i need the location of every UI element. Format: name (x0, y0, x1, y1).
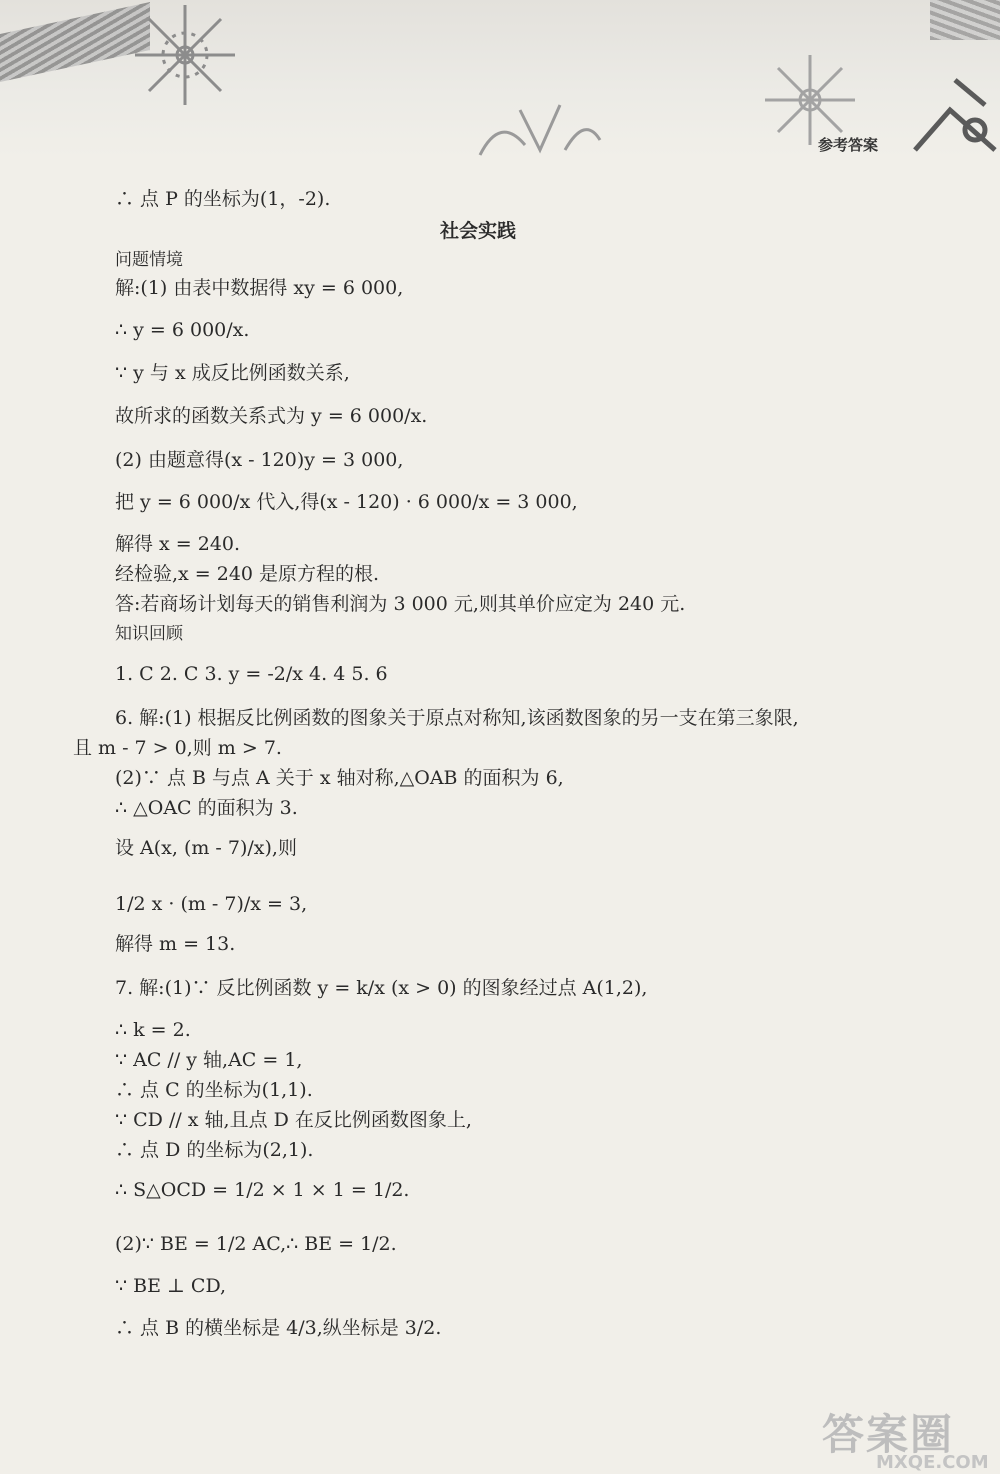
watermark-url: MXQE.COM (876, 1452, 989, 1473)
text-line: ∴ 点 B 的横坐标是 4/3,纵坐标是 3/2. (115, 1317, 442, 1339)
text-line: 解得 m = 13. (115, 933, 236, 955)
text-line: (2) 由题意得(x - 120)y = 3 000, (115, 449, 404, 471)
text-line: 6. 解:(1) 根据反比例函数的图象关于原点对称知,该函数图象的另一支在第三象限, (115, 707, 799, 729)
text-line: 解得 x = 240. (115, 533, 241, 555)
text-line: ∴ 点 D 的坐标为(2,1). (115, 1139, 314, 1161)
watermark-logo: 答案圈 (822, 1410, 955, 1459)
text-line: ∵ y 与 x 成反比例函数关系, (115, 362, 350, 384)
subsection-label: 知识回顾 (115, 624, 183, 644)
text-line: ∴ k = 2. (115, 1019, 191, 1041)
text-line: 1/2 x · (m - 7)/x = 3, (115, 893, 308, 915)
subsection-label: 问题情境 (115, 250, 183, 270)
text-line: 且 m - 7 > 0,则 m > 7. (73, 737, 282, 759)
text-line: ∴ 点 P 的坐标为(1，-2). (115, 188, 331, 210)
text-line: ∴ 点 C 的坐标为(1,1). (115, 1079, 313, 1101)
text-line: ∵ CD // x 轴,且点 D 在反比例函数图象上, (115, 1109, 472, 1131)
text-line: ∵ AC // y 轴,AC = 1, (115, 1049, 303, 1071)
text-line: ∴ △OAC 的面积为 3. (115, 797, 298, 819)
text-line: 解:(1) 由表中数据得 xy = 6 000, (115, 277, 404, 299)
section-title: 社会实践 (440, 220, 517, 242)
text-line: ∴ y = 6 000/x. (115, 319, 250, 341)
text-line: (2)∵ BE = 1/2 AC,∴ BE = 1/2. (115, 1233, 397, 1255)
text-line: 故所求的函数关系式为 y = 6 000/x. (115, 405, 428, 427)
text-line: (2)∵ 点 B 与点 A 关于 x 轴对称,△OAB 的面积为 6, (115, 767, 564, 789)
corner-stripe-decoration (930, 0, 1000, 40)
snowflake-icon (470, 95, 610, 160)
header-label: 参考答案 (818, 136, 879, 154)
text-line: 把 y = 6 000/x 代入,得(x - 120) · 6 000/x = 3 000, (115, 491, 578, 513)
text-line: 经检验,x = 240 是原方程的根. (115, 563, 380, 585)
text-line: ∴ S△OCD = 1/2 × 1 × 1 = 1/2. (115, 1179, 410, 1201)
text-line: ∵ BE ⊥ CD, (115, 1275, 227, 1297)
text-line: 7. 解:(1)∵ 反比例函数 y = k/x (x > 0) 的图象经过点 A(1,2), (115, 977, 648, 999)
text-line: 设 A(x, (m - 7)/x),则 (115, 837, 297, 859)
text-line: 答:若商场计划每天的销售利润为 3 000 元,则其单价应定为 240 元. (115, 593, 686, 615)
snowflake-icon (125, 0, 245, 115)
text-line: 1. C 2. C 3. y = -2/x 4. 4 5. 6 (115, 663, 388, 685)
snowflake-icon (905, 60, 1000, 160)
